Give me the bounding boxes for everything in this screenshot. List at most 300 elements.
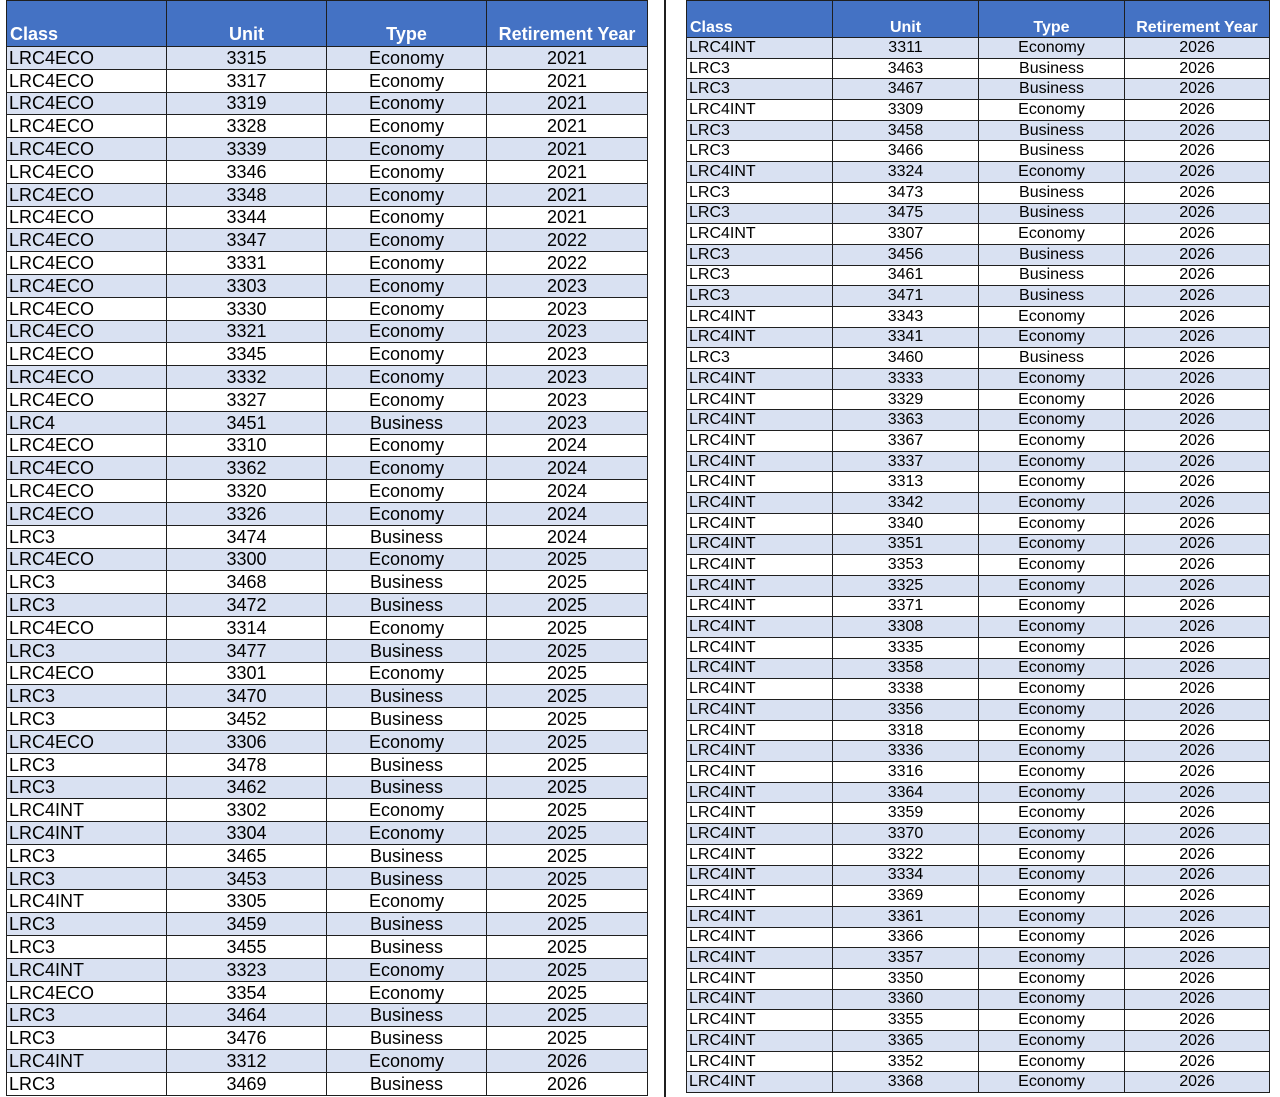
- unit-cell: 3324: [833, 162, 979, 183]
- table-row: [687, 1051, 1270, 1072]
- retirement-year-cell: 2026: [1125, 369, 1270, 390]
- table-row: [687, 658, 1270, 679]
- retirement-year-cell: 2025: [487, 594, 648, 617]
- unit-cell: 3350: [833, 968, 979, 989]
- table-row: [687, 679, 1270, 700]
- table-row: [687, 224, 1270, 245]
- table-row: [687, 927, 1270, 948]
- unit-cell: 3471: [833, 286, 979, 307]
- table-row: [7, 548, 648, 571]
- type-cell: Economy: [979, 369, 1125, 390]
- type-cell: Economy: [327, 47, 487, 70]
- header-unit: Unit: [167, 1, 327, 47]
- retirement-year-cell: 2026: [1125, 100, 1270, 121]
- class-cell: LRC3: [7, 525, 167, 548]
- unit-cell: 3326: [167, 502, 327, 525]
- unit-cell: 3305: [167, 890, 327, 913]
- type-cell: Economy: [327, 138, 487, 161]
- unit-cell: 3333: [833, 369, 979, 390]
- class-cell: LRC4ECO: [7, 69, 167, 92]
- table-row: [7, 685, 648, 708]
- class-cell: LRC4INT: [7, 958, 167, 981]
- retirement-year-cell: 2025: [487, 753, 648, 776]
- unit-cell: 3370: [833, 824, 979, 845]
- type-cell: Economy: [327, 229, 487, 252]
- table-row: [687, 617, 1270, 638]
- unit-cell: 3307: [833, 224, 979, 245]
- class-cell: LRC4INT: [687, 762, 833, 783]
- unit-cell: 3329: [833, 389, 979, 410]
- class-cell: LRC4ECO: [7, 434, 167, 457]
- retirement-year-cell: 2023: [487, 366, 648, 389]
- retirement-year-cell: 2025: [487, 730, 648, 753]
- retirement-year-cell: 2026: [1125, 844, 1270, 865]
- unit-cell: 3468: [167, 571, 327, 594]
- type-cell: Economy: [979, 637, 1125, 658]
- type-cell: Economy: [327, 252, 487, 275]
- table-row: [7, 343, 648, 366]
- type-cell: Economy: [979, 162, 1125, 183]
- retirement-year-cell: 2026: [1125, 1010, 1270, 1031]
- class-cell: LRC3: [687, 203, 833, 224]
- retirement-year-cell: 2026: [1125, 762, 1270, 783]
- class-cell: LRC4INT: [687, 306, 833, 327]
- type-cell: Economy: [979, 513, 1125, 534]
- class-cell: LRC4INT: [7, 799, 167, 822]
- retirement-year-cell: 2025: [487, 639, 648, 662]
- unit-cell: 3321: [167, 320, 327, 343]
- retirement-year-cell: 2026: [1125, 906, 1270, 927]
- table-row: [7, 47, 648, 70]
- retirement-year-cell: 2025: [487, 822, 648, 845]
- class-cell: LRC4INT: [687, 431, 833, 452]
- class-cell: LRC3: [7, 1004, 167, 1027]
- table-row: [7, 297, 648, 320]
- class-cell: LRC4INT: [7, 1050, 167, 1073]
- class-cell: LRC4ECO: [7, 115, 167, 138]
- unit-cell: 3301: [167, 662, 327, 685]
- class-cell: LRC4INT: [687, 637, 833, 658]
- retirement-year-cell: 2026: [1125, 555, 1270, 576]
- unit-cell: 3304: [167, 822, 327, 845]
- class-cell: LRC3: [7, 936, 167, 959]
- table-row: [7, 480, 648, 503]
- retirement-year-cell: 2026: [1125, 141, 1270, 162]
- type-cell: Economy: [327, 320, 487, 343]
- table-row: [7, 502, 648, 525]
- retirement-year-cell: 2026: [1125, 265, 1270, 286]
- unit-cell: 3362: [167, 457, 327, 480]
- retirement-year-cell: 2021: [487, 138, 648, 161]
- class-cell: LRC4INT: [687, 38, 833, 59]
- unit-cell: 3361: [833, 906, 979, 927]
- class-cell: LRC4INT: [687, 1051, 833, 1072]
- table-row: [687, 513, 1270, 534]
- class-cell: LRC3: [687, 265, 833, 286]
- table-divider: [664, 0, 666, 1097]
- class-cell: LRC4INT: [687, 410, 833, 431]
- class-cell: LRC4ECO: [7, 92, 167, 115]
- retirement-year-cell: 2026: [1125, 79, 1270, 100]
- table-row: [687, 555, 1270, 576]
- class-cell: LRC4INT: [687, 493, 833, 514]
- unit-cell: 3314: [167, 616, 327, 639]
- class-cell: LRC4ECO: [7, 274, 167, 297]
- unit-cell: 3317: [167, 69, 327, 92]
- retirement-year-cell: 2021: [487, 47, 648, 70]
- table-row: [7, 160, 648, 183]
- retirement-year-cell: 2026: [1125, 617, 1270, 638]
- retirement-year-cell: 2025: [487, 799, 648, 822]
- table-row: [687, 203, 1270, 224]
- table-row: [687, 472, 1270, 493]
- retirement-year-cell: 2025: [487, 958, 648, 981]
- retirement-year-cell: 2026: [1125, 575, 1270, 596]
- retirement-year-cell: 2026: [1125, 513, 1270, 534]
- table-row: [7, 639, 648, 662]
- type-cell: Economy: [327, 480, 487, 503]
- retirement-year-cell: 2025: [487, 844, 648, 867]
- type-cell: Economy: [979, 306, 1125, 327]
- unit-cell: 3354: [167, 981, 327, 1004]
- unit-cell: 3320: [167, 480, 327, 503]
- type-cell: Economy: [327, 343, 487, 366]
- retirement-year-cell: 2026: [1125, 658, 1270, 679]
- retirement-year-cell: 2024: [487, 457, 648, 480]
- table-row: [687, 389, 1270, 410]
- retirement-year-cell: 2026: [1125, 1031, 1270, 1052]
- type-cell: Economy: [979, 389, 1125, 410]
- type-cell: Economy: [327, 981, 487, 1004]
- retirement-year-cell: 2026: [1125, 1051, 1270, 1072]
- unit-cell: 3302: [167, 799, 327, 822]
- class-cell: LRC4INT: [687, 451, 833, 472]
- table-row: [7, 616, 648, 639]
- table-row: [7, 708, 648, 731]
- type-cell: Business: [327, 867, 487, 890]
- table-row: [687, 948, 1270, 969]
- retirement-year-cell: 2026: [1125, 38, 1270, 59]
- retirement-year-cell: 2026: [1125, 596, 1270, 617]
- class-cell: LRC3: [7, 844, 167, 867]
- table-row: [7, 411, 648, 434]
- class-cell: LRC4INT: [687, 741, 833, 762]
- unit-cell: 3313: [833, 472, 979, 493]
- unit-cell: 3341: [833, 327, 979, 348]
- class-cell: LRC4ECO: [7, 160, 167, 183]
- table-row: [687, 100, 1270, 121]
- class-cell: LRC3: [7, 594, 167, 617]
- type-cell: Business: [979, 348, 1125, 369]
- unit-cell: 3360: [833, 989, 979, 1010]
- type-cell: Business: [327, 571, 487, 594]
- class-cell: LRC4: [7, 411, 167, 434]
- unit-cell: 3477: [167, 639, 327, 662]
- type-cell: Economy: [979, 762, 1125, 783]
- type-cell: Economy: [327, 616, 487, 639]
- class-cell: LRC3: [687, 58, 833, 79]
- type-cell: Economy: [979, 451, 1125, 472]
- type-cell: Economy: [327, 388, 487, 411]
- type-cell: Economy: [979, 327, 1125, 348]
- type-cell: Economy: [979, 472, 1125, 493]
- retirement-year-cell: 2021: [487, 183, 648, 206]
- unit-cell: 3327: [167, 388, 327, 411]
- class-cell: LRC4ECO: [7, 252, 167, 275]
- class-cell: LRC4ECO: [7, 616, 167, 639]
- type-cell: Economy: [327, 297, 487, 320]
- class-cell: LRC4INT: [687, 989, 833, 1010]
- unit-cell: 3316: [833, 762, 979, 783]
- class-cell: LRC4INT: [687, 906, 833, 927]
- unit-cell: 3371: [833, 596, 979, 617]
- retirement-year-cell: 2026: [1125, 679, 1270, 700]
- type-cell: Business: [979, 244, 1125, 265]
- type-cell: Economy: [979, 989, 1125, 1010]
- type-cell: Business: [327, 685, 487, 708]
- retirement-year-cell: 2026: [1125, 782, 1270, 803]
- unit-cell: 3306: [167, 730, 327, 753]
- type-cell: Economy: [979, 906, 1125, 927]
- unit-cell: 3467: [833, 79, 979, 100]
- type-cell: Business: [979, 58, 1125, 79]
- type-cell: Economy: [979, 658, 1125, 679]
- class-cell: LRC4INT: [687, 948, 833, 969]
- class-cell: LRC4INT: [7, 822, 167, 845]
- unit-cell: 3346: [167, 160, 327, 183]
- class-cell: LRC4INT: [687, 162, 833, 183]
- class-cell: LRC4ECO: [7, 548, 167, 571]
- class-cell: LRC4INT: [7, 890, 167, 913]
- retirement-year-cell: 2024: [487, 502, 648, 525]
- type-cell: Economy: [979, 617, 1125, 638]
- class-cell: LRC4INT: [687, 968, 833, 989]
- table-row: [7, 320, 648, 343]
- unit-cell: 3462: [167, 776, 327, 799]
- header-retirement-year: Retirement Year: [1125, 1, 1270, 38]
- table-row: [687, 120, 1270, 141]
- unit-cell: 3461: [833, 265, 979, 286]
- class-cell: LRC4ECO: [7, 47, 167, 70]
- retirement-year-cell: 2026: [1125, 700, 1270, 721]
- type-cell: Economy: [979, 782, 1125, 803]
- type-cell: Business: [327, 844, 487, 867]
- type-cell: Economy: [979, 720, 1125, 741]
- table-row: [687, 182, 1270, 203]
- retirement-year-cell: 2024: [487, 480, 648, 503]
- unit-cell: 3325: [833, 575, 979, 596]
- table-row: [7, 662, 648, 685]
- unit-cell: 3470: [167, 685, 327, 708]
- type-cell: Business: [327, 936, 487, 959]
- table-row: [687, 1031, 1270, 1052]
- type-cell: Business: [327, 913, 487, 936]
- type-cell: Business: [327, 708, 487, 731]
- type-cell: Economy: [979, 575, 1125, 596]
- type-cell: Economy: [979, 431, 1125, 452]
- type-cell: Economy: [327, 183, 487, 206]
- table-row: [687, 803, 1270, 824]
- unit-cell: 3364: [833, 782, 979, 803]
- unit-cell: 3355: [833, 1010, 979, 1031]
- unit-cell: 3359: [833, 803, 979, 824]
- table-row: [687, 306, 1270, 327]
- type-cell: Business: [327, 776, 487, 799]
- table-row: [687, 824, 1270, 845]
- table-row: [7, 252, 648, 275]
- table-row: [687, 451, 1270, 472]
- table-row: [7, 69, 648, 92]
- table-row: [687, 637, 1270, 658]
- class-cell: LRC4INT: [687, 1010, 833, 1031]
- retirement-year-cell: 2022: [487, 252, 648, 275]
- retirement-year-cell: 2025: [487, 867, 648, 890]
- class-cell: LRC4ECO: [7, 457, 167, 480]
- type-cell: Business: [327, 411, 487, 434]
- table-row: [687, 906, 1270, 927]
- class-cell: LRC4INT: [687, 720, 833, 741]
- type-cell: Economy: [979, 224, 1125, 245]
- unit-cell: 3455: [167, 936, 327, 959]
- unit-cell: 3460: [833, 348, 979, 369]
- type-cell: Economy: [979, 927, 1125, 948]
- table-row: [687, 410, 1270, 431]
- class-cell: LRC4INT: [687, 803, 833, 824]
- unit-cell: 3344: [167, 206, 327, 229]
- unit-cell: 3456: [833, 244, 979, 265]
- table-row: [7, 776, 648, 799]
- type-cell: Business: [327, 1027, 487, 1050]
- retirement-year-cell: 2025: [487, 936, 648, 959]
- unit-cell: 3334: [833, 865, 979, 886]
- header-row: [7, 1, 648, 47]
- retirement-year-cell: 2025: [487, 981, 648, 1004]
- class-cell: LRC3: [7, 639, 167, 662]
- type-cell: Economy: [327, 457, 487, 480]
- unit-cell: 3451: [167, 411, 327, 434]
- table-row: [7, 138, 648, 161]
- class-cell: LRC4ECO: [7, 981, 167, 1004]
- type-cell: Business: [327, 594, 487, 617]
- retirement-year-cell: 2026: [1125, 389, 1270, 410]
- unit-cell: 3310: [167, 434, 327, 457]
- type-cell: Economy: [979, 948, 1125, 969]
- unit-cell: 3315: [167, 47, 327, 70]
- table-row: [687, 575, 1270, 596]
- unit-cell: 3309: [833, 100, 979, 121]
- class-cell: LRC4INT: [687, 679, 833, 700]
- class-cell: LRC3: [7, 1072, 167, 1095]
- retirement-year-cell: 2026: [1125, 162, 1270, 183]
- unit-cell: 3343: [833, 306, 979, 327]
- table-row: [7, 366, 648, 389]
- header-type: Type: [979, 1, 1125, 38]
- unit-cell: 3476: [167, 1027, 327, 1050]
- class-cell: LRC3: [7, 776, 167, 799]
- retirement-year-cell: 2025: [487, 548, 648, 571]
- unit-cell: 3331: [167, 252, 327, 275]
- unit-cell: 3469: [167, 1072, 327, 1095]
- retirement-year-cell: 2026: [1125, 493, 1270, 514]
- retirement-year-cell: 2026: [1125, 741, 1270, 762]
- type-cell: Business: [979, 141, 1125, 162]
- type-cell: Economy: [979, 596, 1125, 617]
- table-row: [7, 822, 648, 845]
- retirement-year-cell: 2026: [1125, 989, 1270, 1010]
- class-cell: LRC3: [687, 120, 833, 141]
- unit-cell: 3466: [833, 141, 979, 162]
- type-cell: Economy: [327, 502, 487, 525]
- retirement-year-cell: 2024: [487, 525, 648, 548]
- type-cell: Economy: [327, 92, 487, 115]
- class-cell: LRC4INT: [687, 224, 833, 245]
- class-cell: LRC4INT: [687, 927, 833, 948]
- class-cell: LRC4INT: [687, 555, 833, 576]
- table-row: [7, 525, 648, 548]
- table-row: [687, 534, 1270, 555]
- class-cell: LRC4INT: [687, 1072, 833, 1093]
- retirement-year-cell: 2026: [1125, 244, 1270, 265]
- class-cell: LRC3: [7, 571, 167, 594]
- table-row: [7, 434, 648, 457]
- unit-cell: 3348: [167, 183, 327, 206]
- retirement-year-cell: 2026: [1125, 286, 1270, 307]
- retirement-year-cell: 2023: [487, 343, 648, 366]
- table-row: [7, 571, 648, 594]
- unit-cell: 3337: [833, 451, 979, 472]
- type-cell: Economy: [979, 493, 1125, 514]
- unit-cell: 3318: [833, 720, 979, 741]
- unit-cell: 3465: [167, 844, 327, 867]
- unit-cell: 3352: [833, 1051, 979, 1072]
- unit-cell: 3463: [833, 58, 979, 79]
- class-cell: LRC4INT: [687, 865, 833, 886]
- retirement-year-cell: 2026: [1125, 182, 1270, 203]
- type-cell: Business: [327, 753, 487, 776]
- class-cell: LRC4ECO: [7, 297, 167, 320]
- type-cell: Business: [327, 525, 487, 548]
- unit-cell: 3335: [833, 637, 979, 658]
- unit-cell: 3472: [167, 594, 327, 617]
- type-cell: Economy: [979, 886, 1125, 907]
- type-cell: Economy: [979, 555, 1125, 576]
- unit-cell: 3345: [167, 343, 327, 366]
- left-retirement-table: [6, 0, 648, 1096]
- table-row: [7, 867, 648, 890]
- type-cell: Economy: [327, 206, 487, 229]
- header-type: Type: [327, 1, 487, 47]
- type-cell: Economy: [327, 730, 487, 753]
- unit-cell: 3300: [167, 548, 327, 571]
- table-row: [687, 700, 1270, 721]
- table-row: [687, 431, 1270, 452]
- table-row: [687, 58, 1270, 79]
- retirement-year-cell: 2026: [1125, 203, 1270, 224]
- unit-cell: 3358: [833, 658, 979, 679]
- table-row: [7, 92, 648, 115]
- class-cell: LRC4ECO: [7, 229, 167, 252]
- header-unit: Unit: [833, 1, 979, 38]
- class-cell: LRC4ECO: [7, 320, 167, 343]
- retirement-year-cell: 2026: [1125, 451, 1270, 472]
- table-row: [687, 1072, 1270, 1093]
- class-cell: LRC4ECO: [7, 502, 167, 525]
- type-cell: Economy: [979, 1010, 1125, 1031]
- class-cell: LRC3: [687, 182, 833, 203]
- table-row: [7, 730, 648, 753]
- class-cell: LRC4INT: [687, 886, 833, 907]
- unit-cell: 3351: [833, 534, 979, 555]
